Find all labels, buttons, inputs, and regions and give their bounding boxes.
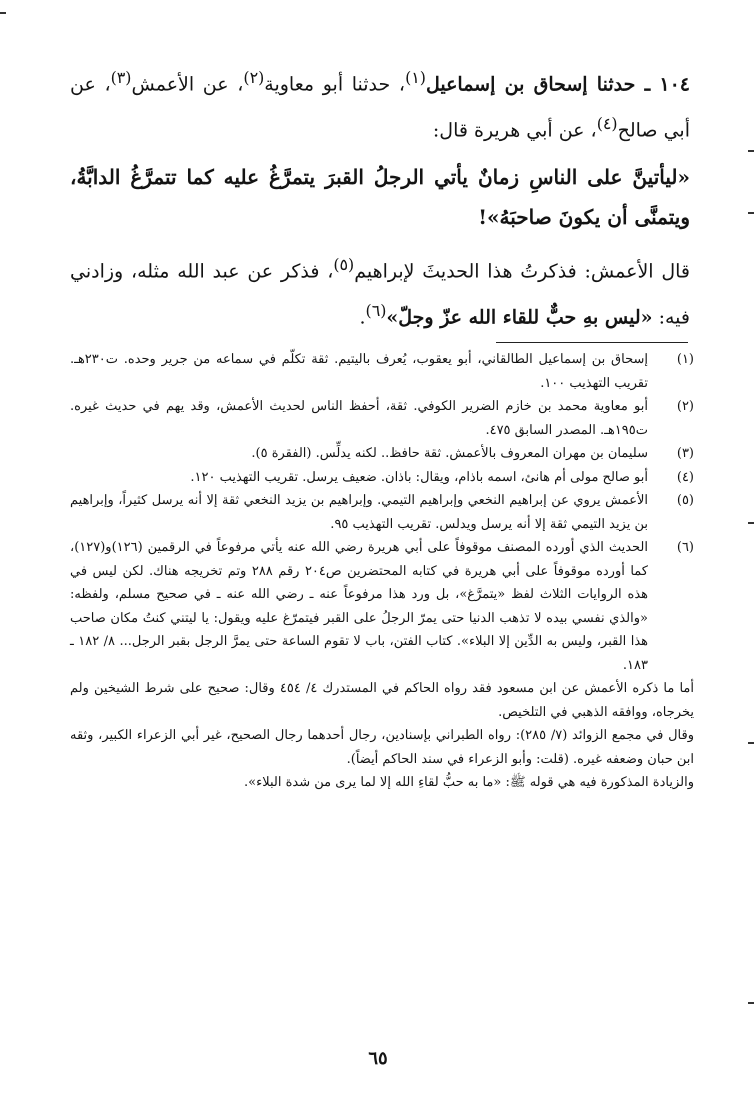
edge-mark — [748, 742, 754, 744]
footnote-item — [70, 466, 694, 490]
chain-text: ، عن الأعمش — [131, 73, 244, 96]
edge-mark — [748, 522, 754, 524]
chain-text: ، عن أبي صالح — [70, 73, 690, 142]
hadith-quote: «ليأتينَّ على الناسِ زمانٌ يأتي الرجلُ القبرَ يتمرَّغُ عليه كما تتمرَّغُ الدابَّةُ، ويتمنَّى أن يكونَ صاحبَهُ»! — [70, 164, 690, 229]
footnote-item — [70, 395, 694, 442]
footnote-ref: (٣) — [110, 68, 132, 87]
footnote-text: إسحاق بن إسماعيل الطالقاني، أبو يعقوب، يُعرف باليتيم. ثقة تكلّم في سماعه من جرير وحده. ت٢٣٠هـ. تقريب التهذيب ١٠٠. — [70, 352, 648, 391]
chain-text: ، حدثنا أبو معاوية — [264, 73, 406, 96]
edge-mark — [0, 12, 6, 14]
footnote-item — [70, 348, 694, 395]
footnote-number: (٥) — [676, 493, 694, 508]
footnote-ref: (٦) — [365, 300, 387, 320]
addendum-quote: «ليس بهِ حبٌّ للقاء الله عزّ وجلّ» — [386, 306, 653, 329]
footnote-number: (٦) — [676, 540, 694, 555]
chain-text: ، عن أبي هريرة قال: — [432, 119, 597, 142]
footnote-number: (٢) — [676, 399, 694, 414]
footnote-item — [70, 442, 694, 466]
footnote-text: الحديث الذي أورده المصنف موقوفاً على أبي هريرة رضي الله عنه يأتي مرفوعاً في الرقمين (١٢٦)و(١٢٧)، كما أورده موقوفاً على أبي هريرة في كتابه المحتضرين ص٢٠٤ رقم ٢٨٨ وتم تخريجه هناك. لكن ليس في هذه الروايات الثلاث لفظ «يتمرَّغ»، بل ورد هذا مرفوعاً عنه ـ رضي الله عنه ـ في صحيح مسلم، ولفظه: «والذي نفسي بيده لا تذهب الدنيا حتى يمرّ الرجلُ على القبر فيتمرّغ عليه ويقول: يا ليتني كنتُ مكان صاحب هذا القبر، وليس به الدِّين إلا البلاء». كتاب الفتن، باب لا تقوم الساعة حتى يمرَّ الرجل بقبر الرجل... ٨/ ١٨٢ ـ ١٨٣. — [70, 540, 649, 673]
footnote-text: أبو معاوية محمد بن خازم الضرير الكوفي. ثقة، أحفظ الناس لحديث الأعمش، وقد يهم في حديث غيره. ت١٩٥هـ. المصدر السابق ٤٧٥. — [70, 399, 648, 438]
footnote-ref: (٥) — [333, 254, 355, 274]
footnote-number: (٤) — [676, 469, 694, 485]
hadith-number: ١٠٤ ـ حدثنا إسحاق بن إسماعيل — [425, 73, 690, 96]
footnote-continuation: أما ما ذكره الأعمش عن ابن مسعود فقد رواه الحاكم في المستدرك ٤/ ٤٥٤ وقال: صحيح على شرط الشيخين ولم يخرجاه، ووافقه الذهبي في التلخيص. — [70, 681, 694, 720]
page-number: ٦٥ — [368, 1048, 388, 1069]
addendum-text: ، فذكر عن عبد الله مثله، وزادني فيه: — [70, 259, 690, 329]
edge-mark — [748, 150, 754, 152]
footnotes — [70, 348, 694, 795]
footnote-number: (١) — [676, 352, 694, 367]
footnote-text: الأعمش يروي عن إبراهيم النخعي وإبراهيم التيمي. وإبراهيم بن يزيد النخعي ثقة إلا أنه يرسل كثيراً، وإبراهيم بن يزيد التيمي ثقة إلا أنه يرسل ويدلس. تقريب التهذيب ٩٥. — [70, 493, 648, 532]
hadith-chain — [70, 58, 690, 151]
addendum-text: قال الأعمش: فذكرتُ هذا الحديثَ لإبراهيم — [354, 259, 690, 282]
edge-mark — [748, 212, 754, 214]
footnote-text: سليمان بن مهران المعروف بالأعمش. ثقة حافظ.. لكنه يدلِّس. (الفقرة ٥). — [251, 446, 648, 461]
footnote-ref: (٢) — [243, 68, 265, 87]
footnote-ref: (١) — [405, 68, 426, 87]
edge-mark — [748, 1002, 754, 1004]
hadith-addendum: قال الأعمش: فذكرتُ هذا الحديثَ لإبراهيم$^{(٥)}$، فذكر عن عبد الله مثله، وزادني فيه: «ليس بهِ حبٌّ للقاء الله عزّ وجلّ»$^{(٦)}$. — [70, 254, 690, 329]
footnote-divider — [496, 342, 688, 343]
footnote-item — [70, 489, 694, 536]
footnote-text: أبو صالح مولى أم هانئ، اسمه باذام، ويقال: باذان. ضعيف يرسل. تقريب التهذيب ١٢٠. — [190, 469, 648, 485]
footnote-item — [70, 536, 694, 677]
footnote-continuation: والزيادة المذكورة فيه هي قوله ﷺ: «ما به حبُّ لقاءِ الله إلا لما يرى من شدة البلاء». — [244, 775, 694, 790]
footnote-continuation: وقال في مجمع الزوائد (٧/ ٢٨٥): رواه الطبراني بإسنادين، رجال أحدهما رجال الصحيح، غير أبي الزعراء الكبير، وثقه ابن حبان وضعفه غيره. (قلت: وأبو الزعراء في سند الحاكم أيضاً). — [70, 728, 694, 767]
hadith-text — [70, 58, 690, 337]
footnote-number: (٣) — [676, 446, 694, 461]
footnote-ref: (٤) — [596, 114, 618, 134]
